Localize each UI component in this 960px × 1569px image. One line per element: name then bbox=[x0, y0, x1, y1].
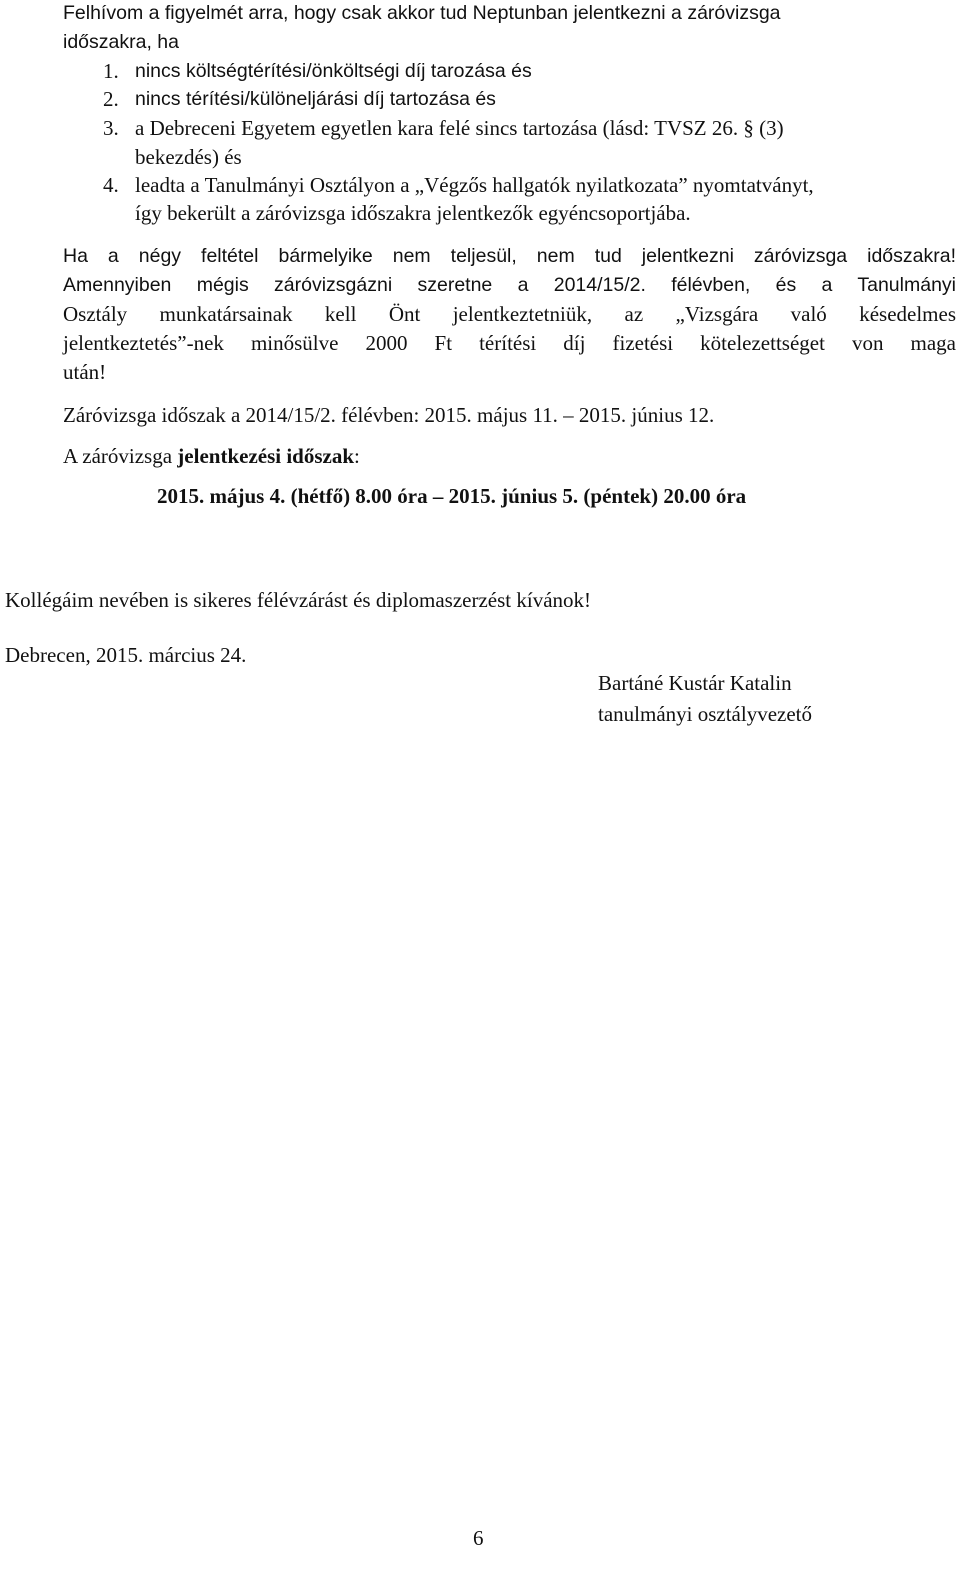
warning-line-4: jelentkeztetés”-nek minősülve 2000 Ft térítési díj fizetési kötelezettséget von maga bbox=[63, 331, 956, 355]
page-number: 6 bbox=[473, 1526, 484, 1550]
closing-wish: Kollégáim nevében is sikeres félévzárást és diplomaszerzést kívánok! bbox=[5, 588, 592, 612]
condition-item: nincs költségtérítési/önköltségi díj tarozása és bbox=[135, 60, 532, 82]
condition-number: 4. bbox=[103, 173, 119, 197]
registration-label-bold: jelentkezési időszak bbox=[177, 444, 355, 468]
condition-number: 2. bbox=[103, 87, 119, 111]
condition-item: nincs térítési/különeljárási díj tartozása és bbox=[135, 88, 496, 110]
warning-line-1: Ha a négy feltétel bármelyike nem teljesül, nem tud jelentkezni záróvizsga időszakra! bbox=[63, 245, 956, 267]
registration-dates: 2015. május 4. (hétfő) 8.00 óra – 2015. június 5. (péntek) 20.00 óra bbox=[157, 484, 747, 508]
signature-name: Bartáné Kustár Katalin bbox=[598, 671, 792, 695]
registration-label bbox=[63, 446, 360, 467]
condition-item: a Debreceni Egyetem egyetlen kara felé sincs tartozása (lásd: TVSZ 26. § (3) bbox=[135, 116, 784, 140]
condition-item-continued: bekezdés) és bbox=[135, 145, 242, 169]
intro-line-1: Felhívom a figyelmét arra, hogy csak akkor tud Neptunban jelentkezni a záróvizsga bbox=[63, 2, 781, 24]
registration-label-prefix: A záróvizsga bbox=[63, 444, 178, 468]
warning-line-2: Amennyiben mégis záróvizsgázni szeretne a 2014/15/2. félévben, és a Tanulmányi bbox=[63, 274, 956, 296]
condition-number: 3. bbox=[103, 116, 119, 140]
date-place: Debrecen, 2015. március 24. bbox=[5, 643, 247, 667]
signature-title: tanulmányi osztályvezető bbox=[598, 702, 813, 726]
condition-item: leadta a Tanulmányi Osztályon a „Végzős hallgatók nyilatkozata” nyomtatványt, bbox=[135, 173, 814, 197]
exam-period: Záróvizsga időszak a 2014/15/2. félévben: 2015. május 11. – 2015. június 12. bbox=[63, 403, 715, 427]
warning-line-3: Osztály munkatársainak kell Önt jelentkeztetniük, az „Vizsgára való késedelmes bbox=[63, 302, 956, 326]
warning-line-5: után! bbox=[63, 360, 107, 384]
condition-number: 1. bbox=[103, 59, 119, 83]
registration-label-suffix: : bbox=[354, 444, 360, 468]
condition-item-continued: így bekerült a záróvizsga időszakra jelentkezők egyéncsoportjába. bbox=[135, 201, 691, 225]
intro-line-2: időszakra, ha bbox=[63, 31, 179, 53]
